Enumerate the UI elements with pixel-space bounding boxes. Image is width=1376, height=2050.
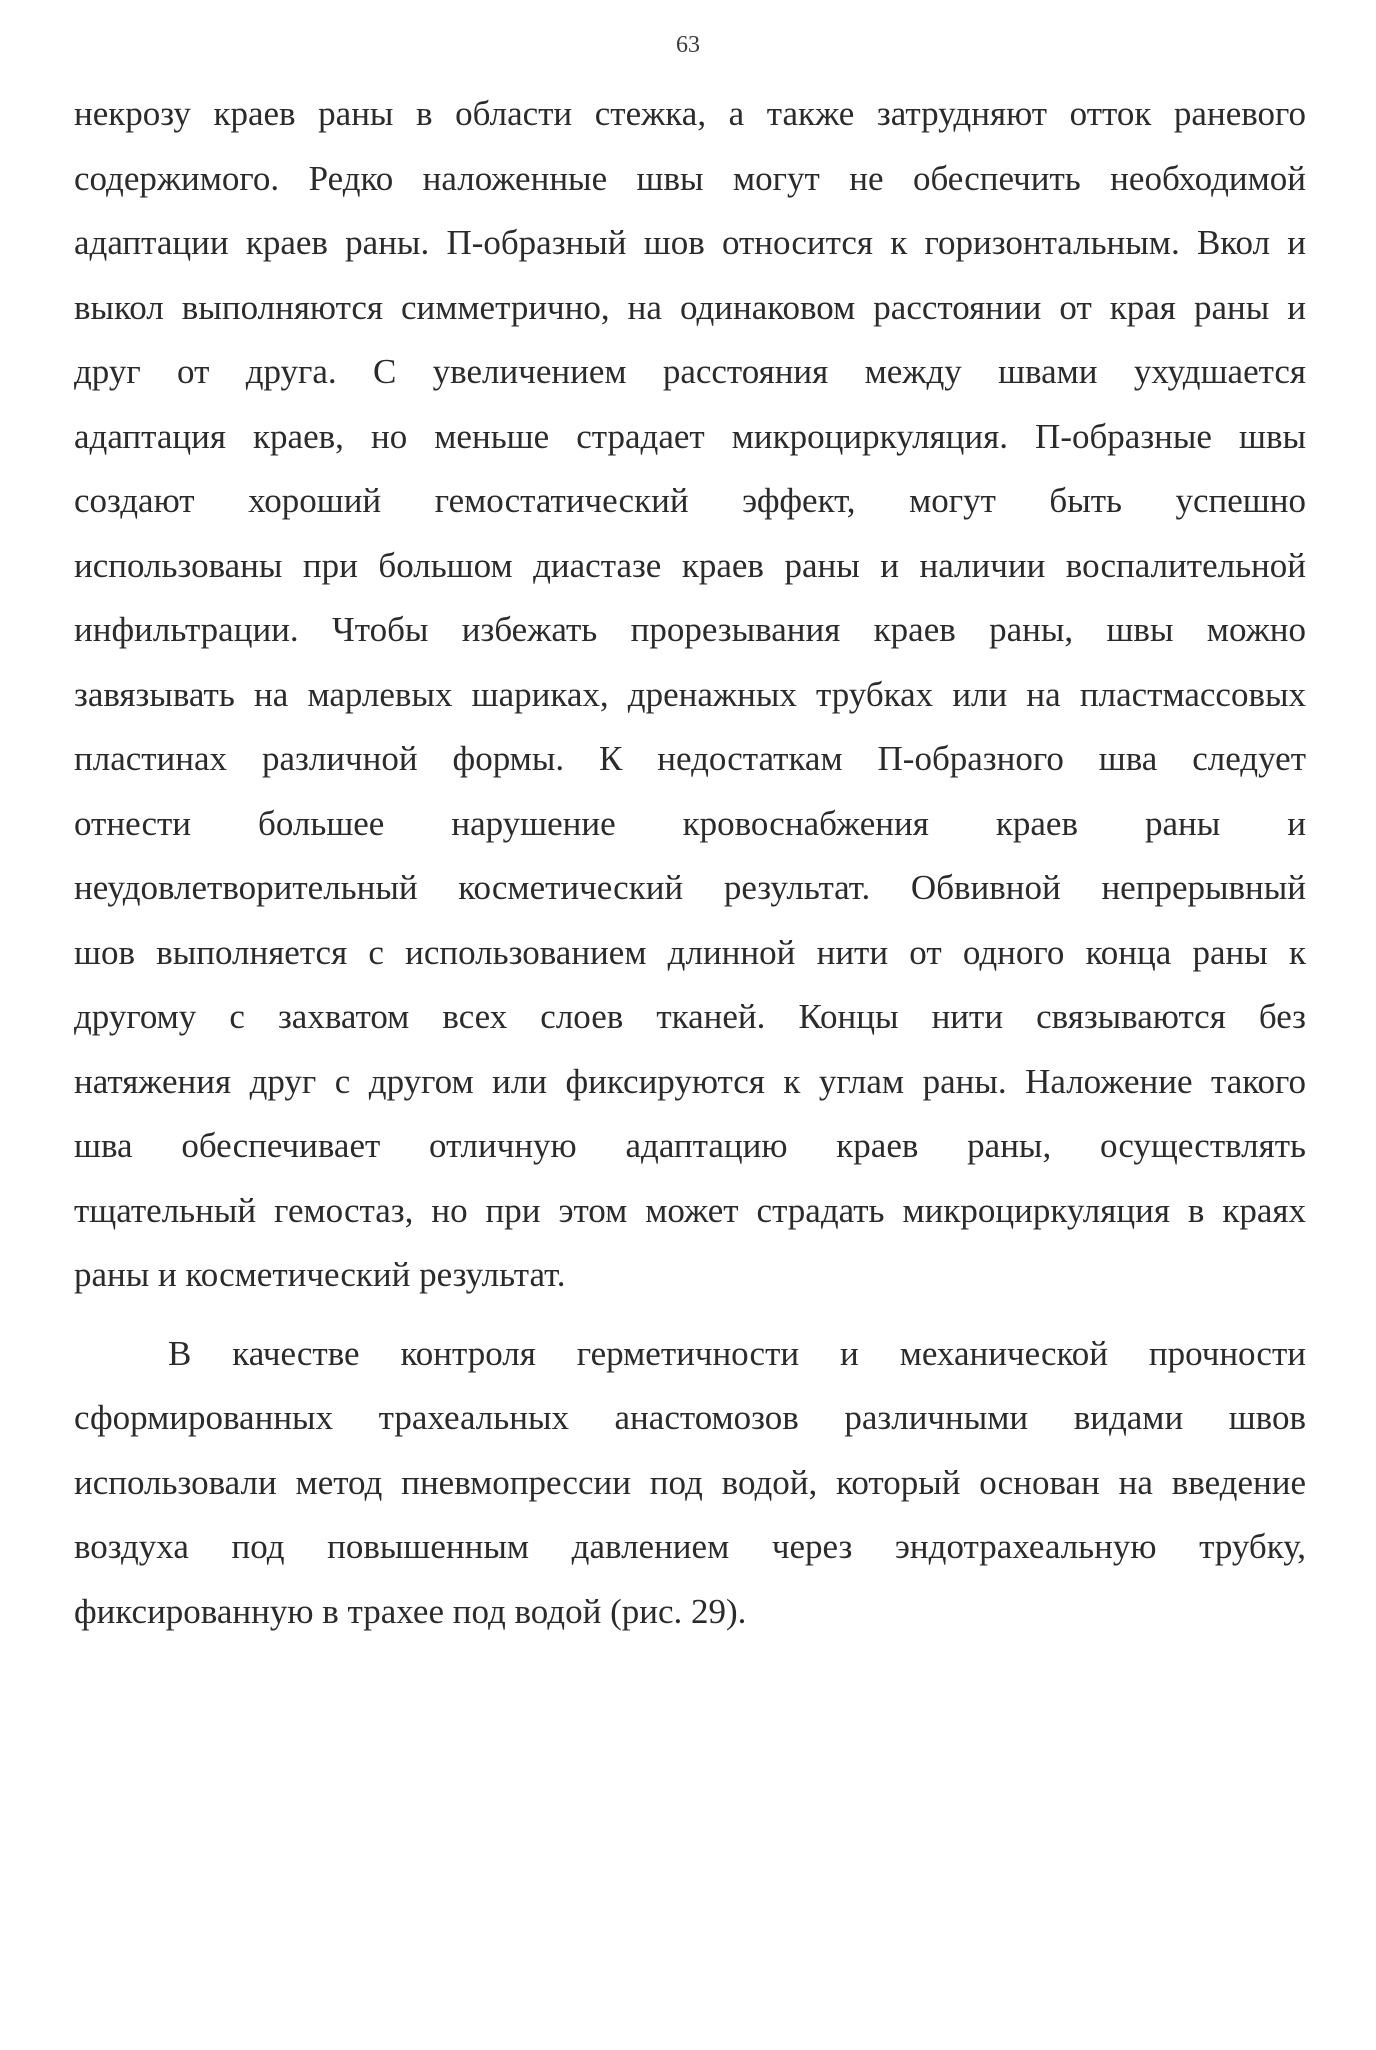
text-line: натяжения друг с другом или фиксируются к углам раны. Наложение такого <box>74 1061 1306 1101</box>
text-line: содержимого. Редко наложенные швы могут не обеспечить необходимой <box>74 158 1306 198</box>
text-line: адаптации краев раны. П-образный шов относится к горизонтальным. Вкол и <box>74 223 1306 262</box>
text-line: тщательный гемостаз, но при этом может страдать микроциркуляция в краях <box>74 1190 1306 1230</box>
paragraph-1 <box>74 82 1306 1308</box>
text-line: адаптация краев, но меньше страдает микроциркуляция. П-образные швы <box>74 416 1306 456</box>
text-line: воздуха под повышенным давлением через эндотрахеальную трубку, <box>74 1527 1306 1566</box>
text-line: использованы при большом диастазе краев раны и наличии воспалительной <box>74 545 1306 585</box>
text-line: неудовлетворительный косметический результат. Обвивной непрерывный <box>74 868 1306 907</box>
page-number: 63 <box>676 32 700 58</box>
text-line: фиксированную в трахее под водой (рис. 29). <box>74 1591 747 1631</box>
text-line: пластинах различной формы. К недостаткам П-образного шва следует <box>74 739 1306 778</box>
text-line: сформированных трахеальных анастомозов различными видами швов <box>74 1398 1306 1437</box>
text-line: другому с захватом всех слоев тканей. Концы нити связываются без <box>74 997 1306 1036</box>
text-body <box>74 82 1306 1644</box>
text-line: инфильтрации. Чтобы избежать прорезывания краев раны, швы можно <box>74 610 1306 649</box>
text-line: использовали метод пневмопрессии под водой, который основан на введение <box>74 1462 1306 1502</box>
text-line: выкол выполняются симметрично, на одинаковом расстоянии от края раны и <box>74 287 1306 327</box>
text-line: раны и косметический результат. <box>74 1255 566 1294</box>
paragraph-spacer <box>74 1308 1306 1322</box>
text-line: завязывать на марлевых шариках, дренажных трубках или на пластмассовых <box>74 674 1306 714</box>
text-line: отнести большее нарушение кровоснабжения краев раны и <box>74 803 1306 843</box>
text-line: шов выполняется с использованием длинной нити от одного конца раны к <box>74 932 1306 972</box>
text-line: шва обеспечивает отличную адаптацию краев раны, осуществлять <box>74 1126 1306 1165</box>
text-line: друг от друга. С увеличением расстояния между швами ухудшается <box>74 352 1306 391</box>
paragraph-2 <box>74 1322 1306 1645</box>
text-line: создают хороший гемостатический эффект, могут быть успешно <box>74 481 1306 520</box>
text-line: некрозу краев раны в области стежка, а также затрудняют отток раневого <box>74 94 1306 133</box>
text-line: В качестве контроля герметичности и механической прочности <box>168 1333 1306 1373</box>
